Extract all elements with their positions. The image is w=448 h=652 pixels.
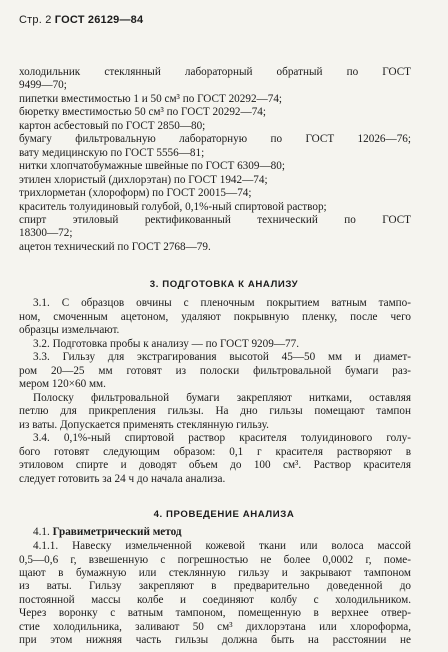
page-number: Стр. 2 — [19, 14, 52, 26]
reagent-line: нитки хлопчатобумажные швейные по ГОСТ 6309—80; — [19, 160, 285, 172]
paragraph-line: мером 120×60 мм. — [19, 378, 106, 390]
paragraph-line: бого готовят следующим образом: 0,1 г красителя растворяют в — [19, 446, 411, 458]
paragraph-line: стие холодильника, заливают 50 см³ дихлорэтана или хлороформа, — [19, 621, 411, 633]
reagent-line: вату медицинскую по ГОСТ 5556—81; — [19, 147, 205, 159]
reagent-line: этилен хлористый (дихлорэтан) по ГОСТ 1942—74; — [19, 174, 268, 186]
subsection-number: 4.1. — [33, 526, 50, 538]
paragraph-line: петлю для прикрепления гильзы. На дно гильзы помещают тампон — [19, 405, 411, 417]
reagent-line: холодильник стеклянный лабораторный обратный по ГОСТ — [19, 66, 411, 78]
paragraph-line: 3.2. Подготовка пробы к анализу — по ГОСТ 9209—77. — [33, 338, 300, 350]
paragraph-line: ром 20—25 мм готовят из полоски фильтровальной бумаги раз- — [19, 365, 411, 377]
paragraph-line: образцы измельчают. — [19, 324, 120, 336]
paragraph-line: 0,5—0,6 г, взвешенную с погрешностью не более 0,0002 г, поме- — [19, 554, 411, 566]
subsection-title: Гравиметрический метод — [52, 526, 182, 538]
reagent-line: пипетки вместимостью 1 и 50 см³ по ГОСТ 20292—74; — [19, 93, 283, 105]
reagent-line: 18300—72; — [19, 227, 73, 239]
reagent-line: бумагу фильтровальную лабораторную по ГОСТ 12026—76; — [19, 133, 411, 145]
paragraph-line: Через воронку с ватным тампоном, помещенную в верхнее отвер- — [19, 607, 411, 619]
paragraph-line: 4.1.1. Навеску измельченной кожевой ткани или волоса массой — [33, 540, 411, 552]
paragraph-line: этиловом спирте и доводят объем до 100 см³. Раствор красителя — [19, 459, 411, 471]
page-header — [19, 14, 143, 26]
reagent-line: трихлорметан (хлороформ) по ГОСТ 20015—74; — [19, 187, 252, 199]
reagent-line: 9499—70; — [19, 79, 67, 91]
paragraph-line: 3.1. С образцов овчины с пленочным покрытием ватным тампо- — [33, 297, 411, 309]
paragraph-line: следует готовить за 24 ч до начала анализа. — [19, 473, 226, 485]
paragraph-line: 3.4. 0,1%-ный спиртовой раствор красителя толуидинового голу- — [33, 432, 411, 444]
paragraph-line: щают в бумажную или стеклянную гильзу и закрывают тампоном — [19, 567, 411, 579]
paragraph-line: 3.3. Гильзу для экстрагирования высотой 45—50 мм и диамет- — [33, 351, 411, 363]
reagent-line: картон асбестовый по ГОСТ 2850—80; — [19, 120, 206, 132]
standard-number: ГОСТ 26129—84 — [54, 14, 144, 26]
paragraph-line: Полоску фильтровальной бумаги закрепляют нитками, оставляя — [33, 392, 411, 404]
reagent-line: краситель толуидиновый голубой, 0,1%-ный спиртовой раствор; — [19, 201, 327, 213]
section-heading: 4. ПРОВЕДЕНИЕ АНАЛИЗА — [153, 509, 295, 520]
paragraph-line: из ваты. Гильзу закрепляют в предварительно доведенной до — [19, 580, 411, 592]
subsection-heading — [33, 526, 411, 539]
paragraph-line: при этом нижняя часть гильзы должна быть на расстоянии не — [19, 634, 411, 646]
reagent-line: спирт этиловый ректификованный технический по ГОСТ — [19, 214, 411, 226]
reagent-line: бюретку вместимостью 50 см³ по ГОСТ 20292—74; — [19, 106, 266, 118]
reagent-line: ацетон технический по ГОСТ 2768—79. — [19, 241, 211, 253]
paragraph-line: ном, смоченным ацетоном, удаляют покрывную пленку, после чего — [19, 311, 411, 323]
section-heading: 3. ПОДГОТОВКА К АНАЛИЗУ — [149, 279, 299, 290]
paragraph-line: постоянной массы колбе и соединяют колбу с холодильником. — [19, 594, 411, 606]
paragraph-line: из ваты. Допускается применять стеклянную гильзу. — [19, 419, 269, 431]
